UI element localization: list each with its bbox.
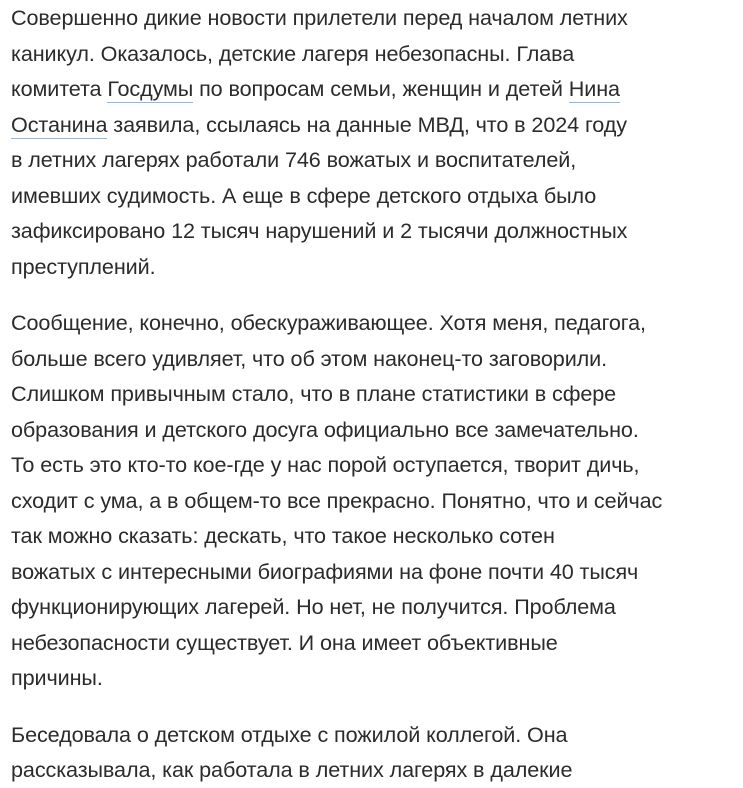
text-line xyxy=(11,107,741,143)
article-paragraph xyxy=(11,305,741,696)
text-line xyxy=(11,483,741,519)
text-segment: небезопасности существует. И она имеет объективные xyxy=(11,629,558,655)
text-line xyxy=(11,376,741,412)
text-line xyxy=(11,412,741,448)
text-segment: Слишком привычным стало, что в плане статистики в сфере xyxy=(11,381,617,406)
text-segment: больше всего удивляет, что об этом наконец-то заговорили. xyxy=(11,345,608,371)
text-line xyxy=(11,554,741,590)
inline-link[interactable]: Госдумы xyxy=(107,76,194,101)
text-segment: по вопросам семьи, женщин и детей xyxy=(193,76,569,101)
text-segment: рассказывала, как работала в летних лагерях в далекие xyxy=(11,757,573,782)
text-line xyxy=(11,36,741,72)
text-segment: зафиксировано 12 тысяч нарушений и 2 тысячи должностных xyxy=(11,218,628,243)
text-line xyxy=(11,447,741,483)
inline-link[interactable]: Нина xyxy=(568,76,620,101)
text-line xyxy=(11,0,741,36)
text-segment: причины. xyxy=(11,665,103,690)
text-segment: в летних лагерях работали 746 вожатых и воспитателей, xyxy=(11,147,577,172)
text-line xyxy=(11,625,741,661)
text-line xyxy=(11,178,741,214)
text-segment: имевших судимость. А еще в сфере детского отдыха было xyxy=(11,182,597,208)
text-segment: преступлений. xyxy=(11,253,156,279)
article-paragraph xyxy=(11,0,741,284)
text-line xyxy=(11,249,741,285)
text-line xyxy=(11,213,741,249)
text-segment: То есть это кто-то кое-где у нас порой оступается, творит дичь, xyxy=(11,452,640,477)
text-segment: заявила, ссылаясь на данные МВД, что в 2024 году xyxy=(107,111,627,137)
text-segment: комитета xyxy=(11,76,108,101)
text-segment: Совершенно дикие новости прилетели перед началом летних xyxy=(11,5,628,30)
text-segment: каникул. Оказалось, детские лагеря небезопасны. Глава xyxy=(11,40,575,66)
text-segment: вожатых с интересными биографиями на фоне почти 40 тысяч xyxy=(11,558,639,584)
text-segment: функционирующих лагерей. Но нет, не получится. Проблема xyxy=(11,594,616,619)
text-segment: Сообщение, конечно, обескураживающее. Хотя меня, педагога, xyxy=(11,310,646,335)
inline-link[interactable]: Останина xyxy=(11,111,108,137)
text-segment: так можно сказать: дескать, что такое несколько сотен xyxy=(11,523,555,548)
article-body xyxy=(11,0,741,788)
text-line xyxy=(11,341,741,377)
text-line xyxy=(11,305,741,341)
text-line xyxy=(11,518,741,554)
article-paragraph xyxy=(11,717,741,788)
text-line xyxy=(11,71,741,107)
text-line xyxy=(11,589,741,625)
text-segment: сходит с ума, а в общем-то все прекрасно. Понятно, что и сейчас xyxy=(11,487,663,513)
text-line xyxy=(11,660,741,696)
text-line xyxy=(11,752,741,788)
text-segment: образования и детского досуга официально все замечательно. xyxy=(11,416,639,442)
text-segment: Беседовала о детском отдыхе с пожилой коллегой. Она xyxy=(11,721,568,747)
text-line xyxy=(11,142,741,178)
text-line xyxy=(11,717,741,753)
